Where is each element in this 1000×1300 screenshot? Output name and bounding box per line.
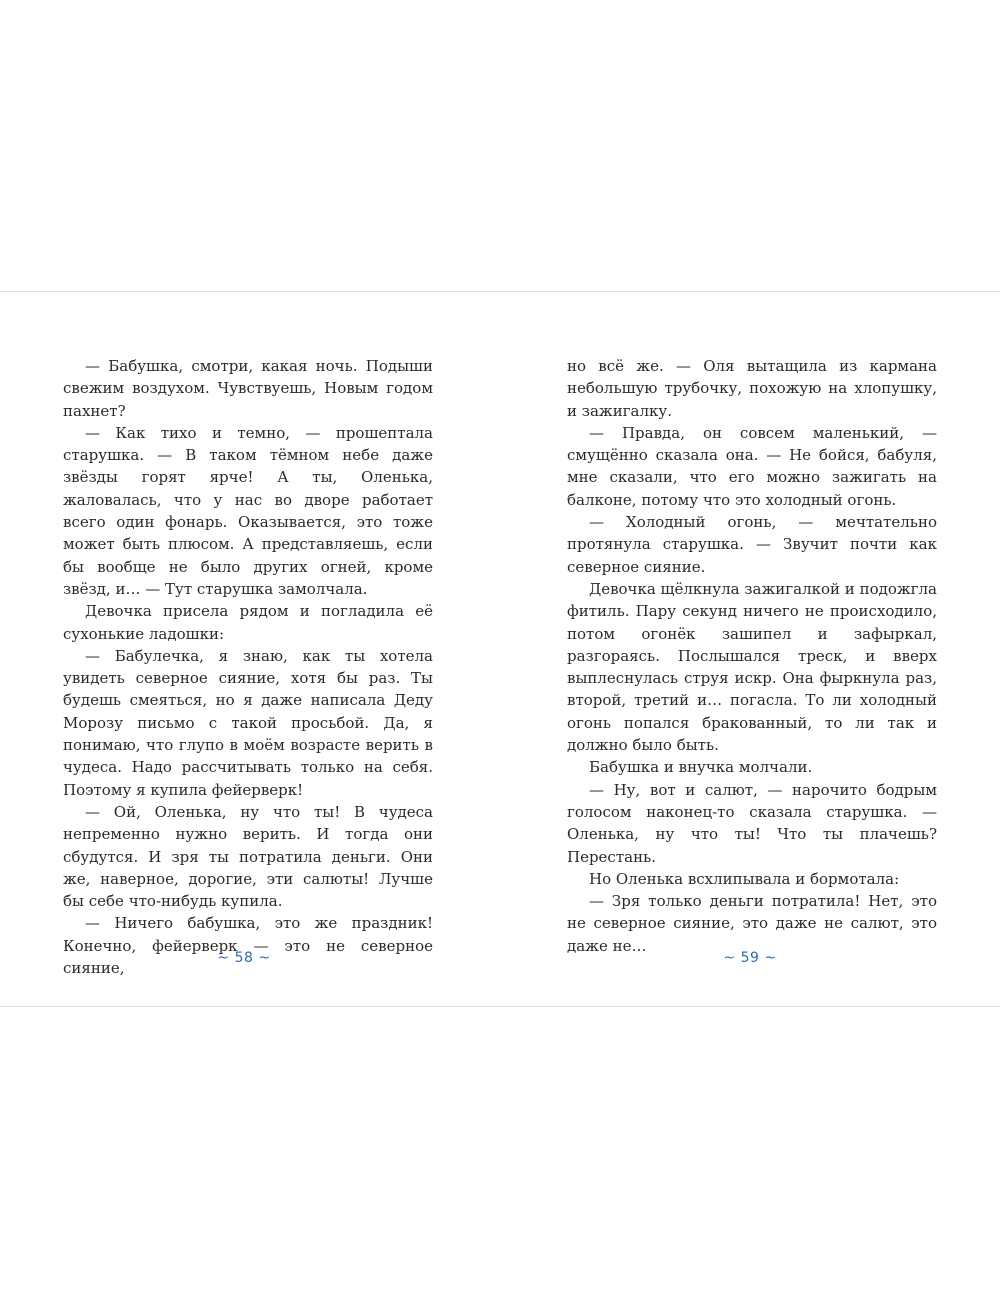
paragraph: Девочка присела рядом и погладила её сухонькие ладошки: <box>63 602 433 643</box>
right-page <box>500 292 1000 1006</box>
right-page-text <box>567 355 937 957</box>
paragraph: — Правда, он совсем маленький, — смущённо сказала она. — Не бойся, бабуля, мне сказали, что его можно зажигать на балконе, потому что это холодный огонь. <box>567 423 937 509</box>
paragraph: — Холодный огонь, — мечтательно протянула старушка. — Звучит почти как северное сияние. <box>567 513 937 576</box>
paragraph: — Бабушка, смотри, какая ночь. Подыши свежим воздухом. Чувствуешь, Новым годом пахнет? <box>63 357 433 420</box>
paragraph: — Ой, Оленька, ну что ты! В чудеса непременно нужно верить. И тогда они сбудутся. И зря ты потратила деньги. Они же, наверное, дорогие, эти салюты! Лучше бы себе что-нибудь купила. <box>63 802 433 911</box>
left-page-text <box>63 355 433 979</box>
paragraph: Но Оленька всхлипывала и бормотала: <box>589 869 900 888</box>
page-number-left: ~ 58 ~ <box>217 950 271 966</box>
paragraph: — Ничего бабушка, это же праздник! Конечно, фейерверк — это не северное сияние, <box>63 914 433 978</box>
book-spread <box>0 291 1000 1007</box>
paragraph: Девочка щёлкнула зажигалкой и подожгла фитиль. Пару секунд ничего не происходило, потом огонёк зашипел и зафыркал, разгораясь. Послышался треск, и вверх выплеснулась струя искр. Она фыркнула раз, второй, третий и… погасла. То ли холодный огонь попался бракованный, то ли так и должно было быть. <box>567 579 937 755</box>
paragraph: — Зря только деньги потратила! Нет, это не северное сияние, это даже не салют, это даже не… <box>567 892 937 955</box>
paragraph: но всё же. — Оля вытащила из кармана небольшую трубочку, похожую на хлопушку, и зажигалку. <box>567 357 937 420</box>
page-number-right: ~ 59 ~ <box>723 950 777 966</box>
paragraph: — Ну, вот и салют, — нарочито бодрым голосом наконец-то сказала старушка. — Оленька, ну что ты! Что ты плачешь? Перестань. <box>567 780 937 866</box>
paragraph: — Бабулечка, я знаю, как ты хотела увидеть северное сияние, хотя бы раз. Ты будешь смеяться, но я даже написала Деду Морозу письмо с такой просьбой. Да, я понимаю, что глупо в моём возрасте верить в чудеса. Надо рассчитывать только на себя. Поэтому я купила фейерверк! <box>63 646 433 799</box>
paragraph: — Как тихо и темно, — прошептала старушка. — В таком тёмном небе даже звёзды горят ярче! А ты, Оленька, жаловалась, что у нас во дворе работает всего один фонарь. Оказывается, это тоже может быть плюсом. А представляешь, если бы вообще не было других огней, кроме звёзд, и… — Тут старушка замолчала. <box>63 423 433 598</box>
left-page <box>0 292 500 1006</box>
paragraph: Бабушка и внучка молчали. <box>589 758 813 777</box>
